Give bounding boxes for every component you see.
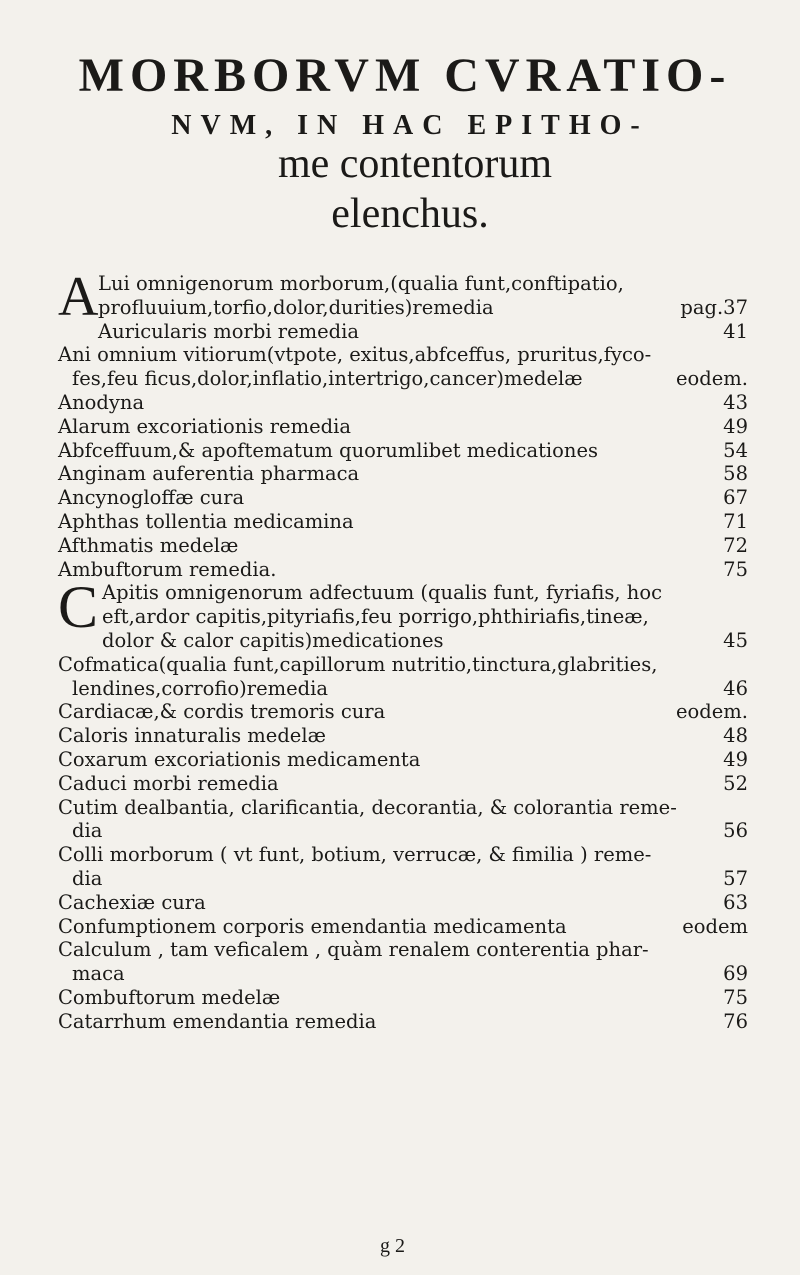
entry-text: Lui omnigenorum morborum,(qualia funt,conftipatio, xyxy=(98,272,624,295)
section-c-list xyxy=(58,629,748,1034)
entry-text: Combuftorum medelæ xyxy=(58,985,281,1009)
entry-text: lendines,corrofio)remedia xyxy=(72,676,328,700)
entry-text: Anginam auferentia pharmaca xyxy=(58,462,360,486)
entry-page: eodem. xyxy=(676,700,748,724)
entry-page: 43 xyxy=(723,390,748,414)
entry-text: Ani omnium vitiorum(vtpote, exitus,abfceffus, pruritus,fyco- xyxy=(58,343,652,367)
index-entry xyxy=(58,534,748,558)
entry-page xyxy=(740,938,748,962)
index-entry xyxy=(58,724,748,748)
index-entry xyxy=(58,867,748,891)
entry-text: Caloris innaturalis medelæ xyxy=(58,724,326,748)
entry-page: 63 xyxy=(723,890,748,914)
index-entries xyxy=(58,266,748,1034)
index-entry xyxy=(58,677,748,701)
entry-page: 52 xyxy=(723,771,748,795)
entry-page: 69 xyxy=(723,962,748,986)
entry-page xyxy=(740,843,748,867)
entry-page: 41 xyxy=(723,319,748,343)
entry-page xyxy=(740,343,748,367)
entry-text: dia xyxy=(72,866,103,890)
index-entry xyxy=(58,1010,748,1034)
entry-page: 56 xyxy=(723,819,748,843)
entry-text: fes,feu ficus,dolor,inflatio,intertrigo,cancer)medelæ xyxy=(72,367,583,391)
entry-page: 48 xyxy=(723,724,748,748)
entry-text: Confumptionem corporis emendantia medicamenta xyxy=(58,914,567,938)
initial-c: C xyxy=(58,574,99,641)
entry-text: Aphthas tollentia medicamina xyxy=(58,509,354,533)
index-entry xyxy=(58,772,748,796)
entry-page: 45 xyxy=(723,628,748,652)
entry-text: Ancynogloffæ cura xyxy=(58,486,245,510)
entry-page: 54 xyxy=(723,438,748,462)
section-a-second-line xyxy=(98,296,748,320)
entry-text: maca xyxy=(72,962,125,986)
index-entry xyxy=(58,415,748,439)
entry-text: Cardiacæ,& cordis tremoris cura xyxy=(58,700,386,724)
section-c-first-line xyxy=(102,581,748,605)
entry-page: 76 xyxy=(723,1009,748,1033)
index-entry xyxy=(58,462,748,486)
section-a xyxy=(58,266,748,581)
index-entry xyxy=(58,962,748,986)
entry-text: Calculum , tam veficalem , quàm renalem conterentia phar- xyxy=(58,938,649,962)
initial-a: A xyxy=(58,266,99,328)
entry-text: dolor & calor capitis)medicationes xyxy=(102,628,444,652)
index-entry xyxy=(58,819,748,843)
entry-page: 75 xyxy=(723,557,748,581)
entry-text: Ambuftorum remedia. xyxy=(58,557,277,581)
signature-mark: g 2 xyxy=(380,1235,405,1257)
index-entry xyxy=(58,343,748,367)
entry-text: Cofmatica(qualia funt,capillorum nutritio,tinctura,glabrities, xyxy=(58,652,658,676)
index-entry xyxy=(58,796,748,820)
index-entry xyxy=(58,986,748,1010)
entry-page: 49 xyxy=(723,747,748,771)
entry-page: 58 xyxy=(723,462,748,486)
entry-text: Afthmatis medelæ xyxy=(58,533,239,557)
entry-text: Apitis omnigenorum adfectuum (qualis funt, fyriafis, hoc xyxy=(102,581,662,605)
index-entry xyxy=(58,486,748,510)
entry-text: Abfceffuum,& apoftematum quorumlibet medicationes xyxy=(58,438,599,462)
index-entry xyxy=(58,700,748,724)
entry-page: 49 xyxy=(723,414,748,438)
index-entry xyxy=(58,748,748,772)
entry-text: Coxarum excoriationis medicamenta xyxy=(58,747,421,771)
entry-page: eodem xyxy=(682,914,748,938)
entry-page: 67 xyxy=(723,486,748,510)
entry-text: Catarrhum emendantia remedia xyxy=(58,1009,377,1033)
section-c xyxy=(58,574,748,1033)
entry-page: 72 xyxy=(723,533,748,557)
entry-page xyxy=(740,796,748,820)
entry-page: eodem. xyxy=(676,367,748,391)
index-entry xyxy=(58,439,748,463)
index-entry xyxy=(102,629,748,653)
section-a-first-line xyxy=(98,272,748,296)
section-c-second-line xyxy=(102,605,748,629)
index-entry xyxy=(58,367,748,391)
entry-text: eft,ardor capitis,pityriafis,feu porrigo,phthiriafis,tineæ, xyxy=(102,605,649,629)
section-a-list xyxy=(58,320,748,582)
index-entry xyxy=(58,938,748,962)
index-entry xyxy=(58,915,748,939)
title-line-2: NVM, IN HAC EPITHO- xyxy=(171,110,649,141)
title-line-3: me contentorum xyxy=(277,141,553,187)
entry-page: pag.37 xyxy=(680,295,748,319)
title-line-1: MORBORVM CVRATIO- xyxy=(78,49,732,102)
entry-text: dia xyxy=(72,819,103,843)
entry-page: 75 xyxy=(723,985,748,1009)
index-entry xyxy=(58,558,748,582)
index-entry xyxy=(58,510,748,534)
entry-text: Colli morborum ( vt funt, botium, verrucæ, & fimilia ) reme- xyxy=(58,843,652,867)
entry-text: Anodyna xyxy=(58,390,145,414)
entry-page: 71 xyxy=(723,509,748,533)
entry-page: 57 xyxy=(723,866,748,890)
index-entry xyxy=(58,391,748,415)
entry-text: Alarum excoriationis remedia xyxy=(58,414,351,438)
entry-text: Caduci morbi remedia xyxy=(58,771,279,795)
title-line-4: elenchus. xyxy=(331,191,489,237)
entry-page xyxy=(740,653,748,677)
entry-text: profluuium,torfio,dolor,durities)remedia xyxy=(98,295,494,319)
index-entry xyxy=(58,653,748,677)
entry-text: Cachexiæ cura xyxy=(58,890,206,914)
index-entry xyxy=(58,891,748,915)
entry-text: Auricularis morbi remedia xyxy=(98,319,360,343)
index-entry xyxy=(98,320,748,344)
index-entry xyxy=(58,843,748,867)
entry-text: Cutim dealbantia, clarificantia, decorantia, & colorantia reme- xyxy=(58,795,677,819)
entry-page: 46 xyxy=(723,676,748,700)
